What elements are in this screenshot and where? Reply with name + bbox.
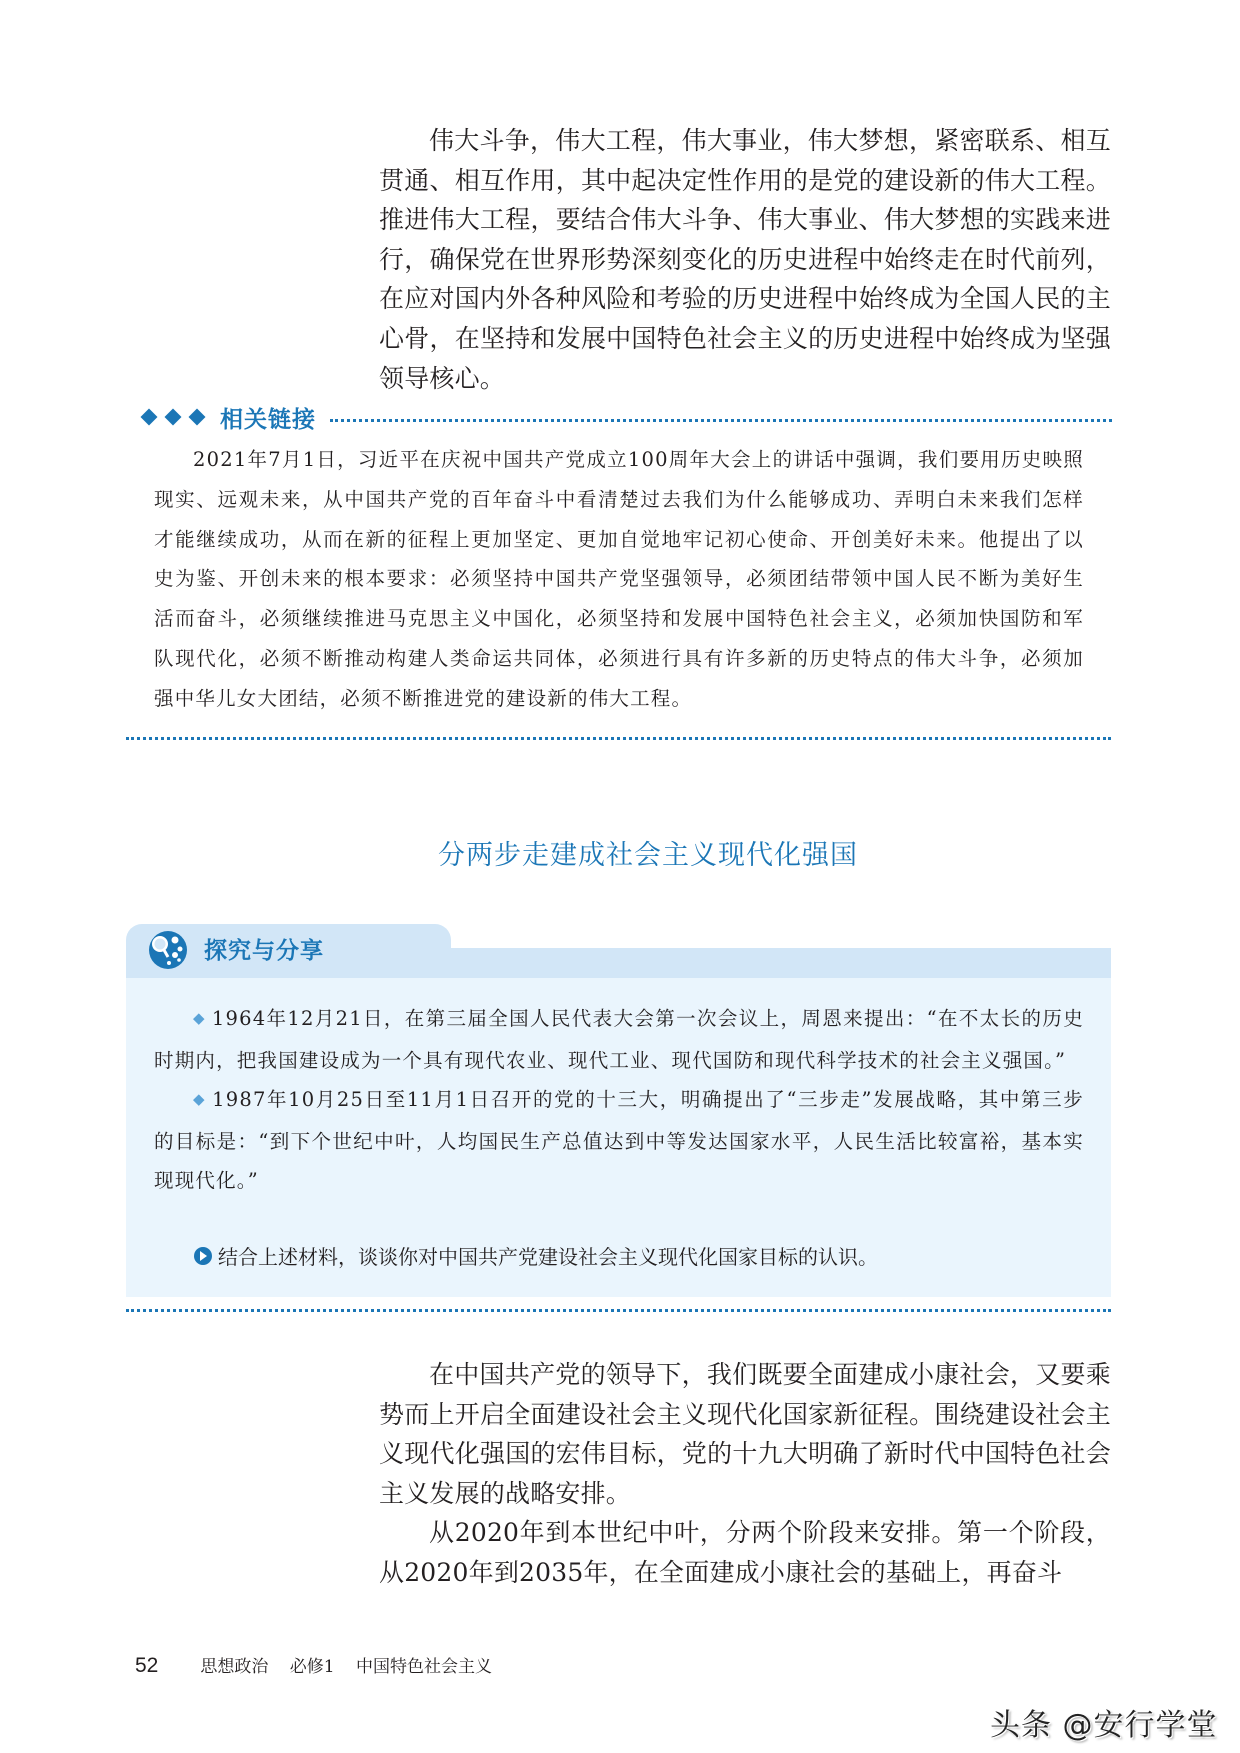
related-link-header <box>140 400 1112 434</box>
top-paragraph <box>379 121 1111 398</box>
related-link-text: 2021年7月1日，习近平在庆祝中国共产党成立100周年大会上的讲话中强调，我们要用历史映照现实、远观未来，从中国共产党的百年奋斗中看清楚过去我们为什么能够成功、弄明白未来我们怎样才能继续成功，从而在新的征程上更加坚定、更加自觉地牢记初心使命、开创美好未来。他提出了以史为鉴、开创未来的根本要求：必须坚持中国共产党坚强领导，必须团结带领中国人民不断为美好生活而奋斗，必须继续推进马克思主义中国化，必须坚持和发展中国特色社会主义，必须加快国防和军队现代化，必须不断推动构建人类命运共同体，必须进行具有许多新的历史特点的伟大斗争，必须加强中华儿女大团结，必须不断推进党的建设新的伟大工程。 <box>154 448 1084 710</box>
related-link-title: 相关链接 <box>220 406 316 433</box>
explore-share-box <box>126 924 1111 1297</box>
page-number: 52 <box>135 1654 159 1677</box>
explore-item <box>154 999 1084 1080</box>
diamond-bullet-icon: ◆ <box>193 1090 207 1109</box>
explore-items <box>154 999 1084 1201</box>
explore-item <box>154 1080 1084 1201</box>
footer-volume: 必修1 <box>289 1657 335 1677</box>
explore-magnifier-icon <box>148 930 188 970</box>
explore-item-text: 1964年12月21日，在第三届全国人民代表大会第一次会议上，周恩来提出：“在不太长的历史时期内，把我国建设成为一个具有现代农业、现代工业、现代国防和现代科学技术的社会主义强国。” <box>154 1007 1084 1072</box>
bottom-paragraphs <box>379 1355 1111 1593</box>
play-arrow-icon <box>194 1247 212 1265</box>
section-title: 分两步走建成社会主义现代化强国 <box>438 840 858 871</box>
footer-subject: 思想政治 <box>200 1657 269 1677</box>
explore-title: 探究与分享 <box>204 938 324 964</box>
paragraph-text: 伟大斗争，伟大工程，伟大事业，伟大梦想，紧密联系、相互贯通、相互作用，其中起决定性作用的是党的建设新的伟大工程。推进伟大工程，要结合伟大斗争、伟大事业、伟大梦想的实践来进行，确保党在世界形势深刻变化的历史进程中始终走在时代前列，在应对国内外各种风险和考验的历史进程中始终成为全国人民的主心骨，在坚持和发展中国特色社会主义的历史进程中始终成为坚强领导核心。 <box>379 126 1111 393</box>
diamond-bullet-icon: ◆ <box>193 1009 206 1027</box>
dotted-divider <box>330 419 1112 422</box>
related-link-body <box>154 440 1084 719</box>
watermark: 头条 @安行学堂 <box>990 1708 1218 1743</box>
related-link-bottom-divider <box>126 737 1111 740</box>
paragraph-text: 从2020年到本世纪中叶，分两个阶段来安排。第一个阶段，从2020年到2035年，在全面建成小康社会的基础上，再奋斗 <box>379 1518 1111 1587</box>
explore-bottom-divider <box>126 1309 1111 1312</box>
footer-book-title: 中国特色社会主义 <box>356 1657 492 1677</box>
triple-diamond-icon <box>140 411 206 423</box>
question-text: 结合上述材料，谈谈你对中国共产党建设社会主义现代化国家目标的认识。 <box>218 1245 878 1269</box>
discussion-question <box>194 1241 878 1270</box>
explore-item-text: 1987年10月25日至11月1日召开的党的十三大，明确提出了“三步走”发展战略，其中第三步的目标是：“到下个世纪中叶，人均国民生产总值达到中等发达国家水平，人民生活比较富裕，基本实现现代化。” <box>154 1088 1084 1193</box>
footer-book-info <box>200 1652 508 1677</box>
page-footer <box>135 1652 508 1678</box>
paragraph-text: 在中国共产党的领导下，我们既要全面建成小康社会，又要乘势而上开启全面建设社会主义现代化国家新征程。围绕建设社会主义现代化强国的宏伟目标，党的十九大明确了新时代中国特色社会主义发展的战略安排。 <box>379 1360 1111 1508</box>
